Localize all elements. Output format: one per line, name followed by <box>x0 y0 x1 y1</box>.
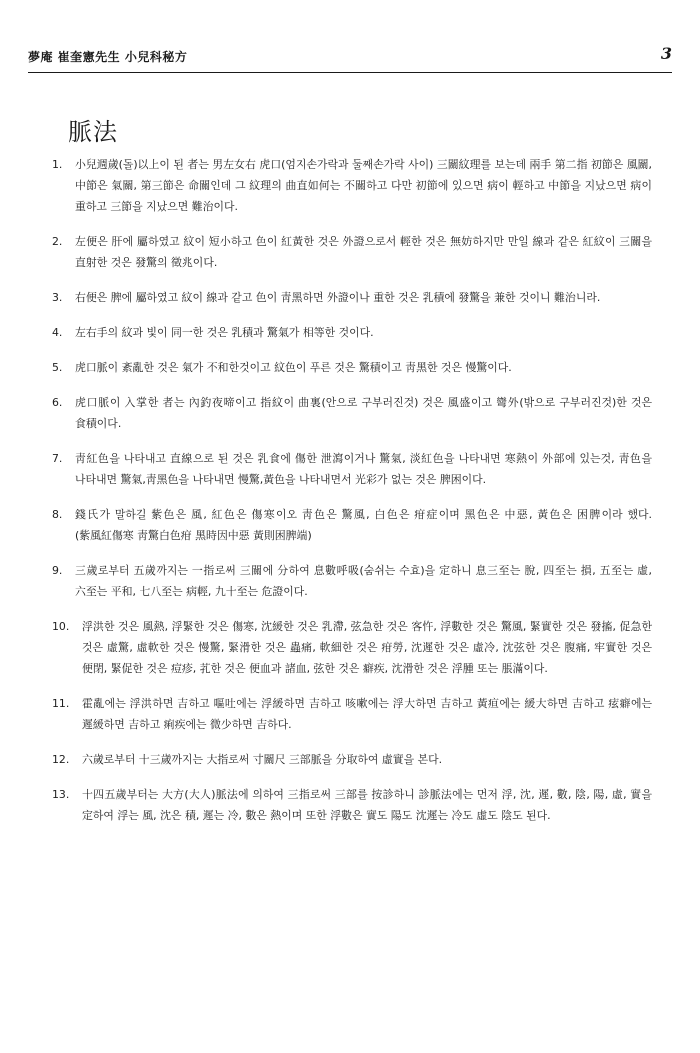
list-item <box>52 448 652 490</box>
item-text: 浮洪한 것은 風熱, 浮緊한 것은 傷寒, 沈緩한 것은 乳滯, 弦急한 것은 客忤, 浮數한 것은 驚風, 緊實한 것은 發搐, 促急한 것은 虛驚, 虛軟한 것은 慢驚, 緊滑한 것은 蟲痛, 軟細한 것은 疳勞, 沈遲한 것은 虛冷, 沈弦한 것은 腹痛, 牢實한 것은 便閉, 緊促한 것은 痘疹, 芤한 것은 便血과 諸血, 弦한 것은 癖疾, 沈滑한 것은 浮腫 또는 脹滿이다. <box>82 620 652 675</box>
list-item <box>52 784 652 826</box>
list-item <box>52 693 652 735</box>
item-text: 虎口脈이 入掌한 者는 內釣夜啼이고 指紋이 曲裏(안으로 구부러진것) 것은 風盛이고 彎外(밖으로 구부러진것)한 것은 食積이다. <box>75 396 652 430</box>
item-text: 霍亂에는 浮洪하면 吉하고 嘔吐에는 浮緩하면 吉하고 咳嗽에는 浮大하면 吉하고 黃疸에는 緩大하면 吉하고 痃癖에는 遲緩하면 吉하고 痢疾에는 微少하면 吉하다. <box>82 697 652 731</box>
item-text: 十四五歲부터는 大方(大人)脈法에 의하여 三指로써 三部를 按診하니 診脈法에는 먼저 浮, 沈, 遲, 數, 陰, 陽, 虛, 實을 定하여 浮는 風, 沈은 積, 遲는 冷, 數은 熱이며 또한 浮數은 實도 陽도 沈遲는 冷도 虛도 陰도 된다. <box>82 788 652 822</box>
item-text: 右便은 脾에 屬하였고 紋이 線과 같고 色이 靑黑하면 外證이나 重한 것은 乳積에 發驚을 兼한 것이니 難治니라. <box>75 291 601 304</box>
list-item <box>52 504 652 546</box>
item-number: 10. <box>52 620 70 633</box>
item-number: 1. <box>52 158 63 171</box>
list-item <box>52 560 652 602</box>
item-number: 6. <box>52 396 63 409</box>
item-number: 3. <box>52 291 63 304</box>
list-item <box>52 154 652 217</box>
list-item <box>52 749 652 770</box>
item-number: 9. <box>52 564 63 577</box>
numbered-list <box>52 154 652 840</box>
section-title: 脈法 <box>68 118 118 146</box>
item-text: 靑紅色을 나타내고 直線으로 된 것은 乳食에 傷한 泄瀉이거나 驚氣, 淡紅色을 나타내면 寒熱이 外部에 있는것, 靑色을 나타내면 驚氣,靑黑色을 나타내면 慢驚,黃色을 나타내면서 光彩가 없는 것은 脾困이다. <box>75 452 652 486</box>
item-number: 7. <box>52 452 63 465</box>
item-text: 左右手의 紋과 빛이 同一한 것은 乳積과 驚氣가 相等한 것이다. <box>75 326 374 339</box>
running-title: 夢庵 崔奎憲先生 小兒科秘方 <box>28 50 188 64</box>
list-item <box>52 357 652 378</box>
list-item <box>52 287 652 308</box>
list-item <box>52 231 652 273</box>
item-number: 12. <box>52 753 70 766</box>
item-text: 六歲로부터 十三歲까지는 大指로써 寸關尺 三部脈을 分取하여 虛實을 본다. <box>82 753 443 766</box>
item-text: 左便은 肝에 屬하였고 紋이 短小하고 色이 紅黃한 것은 外證으로서 輕한 것은 無妨하지만 만일 線과 같은 紅紋이 三關을 直射한 것은 發驚의 徵兆이다. <box>75 235 652 269</box>
list-item <box>52 322 652 343</box>
item-text: 三歲로부터 五歲까지는 一指로써 三關에 分하여 息數呼吸(숨쉬는 수효)을 定하니 息三至는 脫, 四至는 損, 五至는 虛, 六至는 平和, 七八至는 病輕, 九十至는 危證이다. <box>75 564 652 598</box>
item-number: 5. <box>52 361 63 374</box>
item-text: 錢氏가 말하길 紫色은 風, 紅色은 傷寒이오 靑色은 驚風, 白色은 疳症이며 黑色은 中惡, 黃色은 困脾이라 했다.(紫風紅傷寒 靑驚白色疳 黑時因中惡 黃則困脾端) <box>75 508 652 542</box>
item-number: 13. <box>52 788 70 801</box>
page-number: 3 <box>660 44 672 63</box>
list-item <box>52 392 652 434</box>
list-item <box>52 616 652 679</box>
page-header <box>28 44 672 70</box>
item-number: 11. <box>52 697 70 710</box>
item-number: 2. <box>52 235 63 248</box>
item-number: 4. <box>52 326 63 339</box>
header-divider <box>28 72 672 73</box>
item-number: 8. <box>52 508 63 521</box>
item-text: 小兒週歲(돌)以上이 된 者는 男左女右 虎口(엄지손가락과 둘째손가락 사이) 三關紋理를 보는데 兩手 第二指 初節은 風關, 中節은 氣關, 第三節은 命關인데 그 紋理의 曲直如何는 不關하고 다만 初節에 있으면 病이 輕하고 中節을 지났으면 病이 重하고 三節을 지났으면 難治이다. <box>75 158 652 213</box>
item-text: 虎口脈이 紊亂한 것은 氣가 不和한것이고 紋色이 푸른 것은 驚積이고 靑黑한 것은 慢驚이다. <box>75 361 512 374</box>
